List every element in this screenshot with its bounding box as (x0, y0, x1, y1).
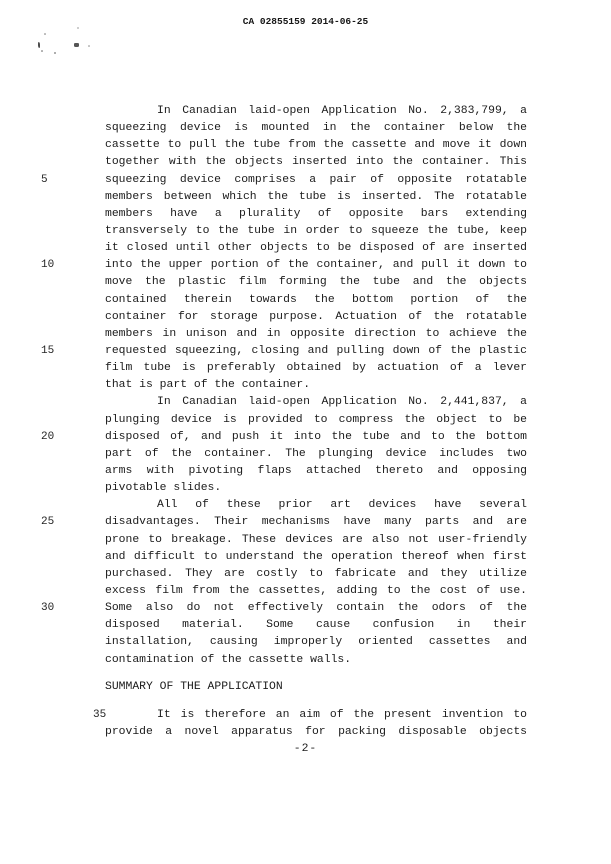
text-line (105, 549, 527, 566)
line-text: requested squeezing, closing and pulling down of the plastic (105, 344, 527, 357)
text-line (105, 240, 527, 257)
text-line (105, 154, 527, 171)
ink-speck (38, 42, 41, 48)
text-line (41, 343, 527, 360)
text-line (105, 446, 527, 463)
text-line (105, 566, 527, 583)
text-line (41, 514, 527, 531)
text-line (105, 377, 527, 394)
text-line (105, 360, 527, 377)
text-line (105, 292, 527, 309)
ink-speck (77, 27, 79, 29)
line-text: part of the container. The plunging device includes two (105, 447, 527, 460)
line-number: 5 (41, 173, 48, 186)
section-heading: SUMMARY OF THE APPLICATION (105, 680, 283, 693)
text-line (105, 309, 527, 326)
line-text: Some also do not effectively contain the odors of the (105, 602, 527, 615)
line-text: In Canadian laid-open Application No. 2,383,799, a (157, 105, 527, 117)
text-line (105, 463, 527, 480)
text-line (105, 137, 527, 154)
line-text: members in unison and in opposite direction to achieve the (105, 327, 527, 340)
text-line (105, 120, 527, 137)
line-text: contamination of the cassette walls. (105, 653, 352, 666)
line-text: All of these prior art devices have several (157, 499, 527, 512)
line-text: excess film from the cassettes, adding to the cost of use. (105, 584, 527, 597)
text-line (105, 394, 527, 411)
line-text: purchased. They are costly to fabricate and they utilize (105, 567, 527, 580)
line-text: that is part of the container. (105, 379, 311, 392)
text-line (41, 600, 527, 617)
line-number: 15 (41, 344, 55, 357)
line-text: it closed until other objects to be disposed of are inserted (105, 242, 527, 255)
line-text: move the plastic film forming the tube and the objects (105, 276, 527, 289)
text-line (105, 412, 527, 429)
line-text: prone to breakage. These devices are also not user-friendly (105, 533, 527, 546)
ink-speck (74, 43, 79, 47)
line-text: disadvantages. Their mechanisms have many parts and are (105, 516, 527, 529)
text-line (41, 429, 527, 446)
text-line (93, 707, 527, 724)
line-text: contained therein towards the bottom portion of the (105, 293, 527, 306)
text-line (105, 634, 527, 651)
line-text: In Canadian laid-open Application No. 2,441,837, a (157, 396, 527, 409)
text-line (105, 189, 527, 206)
line-number: 30 (41, 602, 55, 615)
text-line (105, 652, 527, 669)
line-text: transversely to the tube in order to squeeze the tube, keep (105, 224, 527, 237)
line-number: 10 (41, 259, 55, 272)
text-line (41, 172, 527, 189)
text-line (105, 274, 527, 291)
text-line (105, 583, 527, 600)
text-line (105, 103, 527, 120)
text-line (105, 724, 527, 741)
text-line (105, 617, 527, 634)
text-line (105, 532, 527, 549)
line-number: 25 (41, 516, 55, 529)
line-number: 35 (93, 708, 107, 721)
line-text: and difficult to understand the operation thereof when first (105, 550, 527, 563)
text-line (41, 257, 527, 274)
line-text: container for storage purpose. Actuation of the rotatable (105, 310, 527, 323)
line-number: 20 (41, 430, 55, 443)
document-id-stamp: CA 02855159 2014-06-25 (242, 16, 369, 27)
line-text: members have a plurality of opposite bars extending (105, 207, 527, 220)
line-text: together with the objects inserted into the container. This (105, 156, 527, 169)
line-text: disposed material. Some cause confusion in their (105, 619, 527, 632)
line-text: disposed of, and push it into the tube and to the bottom (105, 430, 527, 443)
line-text: members between which the tube is inserted. The rotatable (105, 190, 527, 203)
page-body (41, 103, 527, 741)
text-line (105, 497, 527, 514)
line-text: film tube is preferably obtained by actuation of a lever (105, 362, 527, 375)
line-text: into the upper portion of the container, and pull it down to (105, 259, 527, 272)
line-text: squeezing device is mounted in the container below the (105, 122, 527, 135)
line-text: squeezing device comprises a pair of opposite rotatable (105, 173, 527, 186)
line-text: pivotable slides. (105, 482, 222, 495)
line-text: provide a novel apparatus for packing disposable objects (105, 725, 527, 738)
ink-speck (54, 52, 56, 54)
text-line (105, 223, 527, 240)
text-line (105, 326, 527, 343)
line-text: installation, causing improperly oriented cassettes and (105, 636, 527, 649)
line-text: arms with pivoting flaps attached thereto and opposing (105, 464, 527, 477)
ink-speck (44, 33, 46, 35)
line-text: cassette to pull the tube from the cassette and move it down (105, 139, 527, 152)
text-line (105, 480, 527, 497)
text-line (105, 206, 527, 223)
ink-speck (88, 45, 90, 47)
line-text: It is therefore an aim of the present invention to (157, 708, 527, 721)
line-text: plunging device is provided to compress the object to be (105, 413, 527, 426)
ink-speck (41, 50, 43, 52)
page-number: -2- (293, 743, 318, 755)
